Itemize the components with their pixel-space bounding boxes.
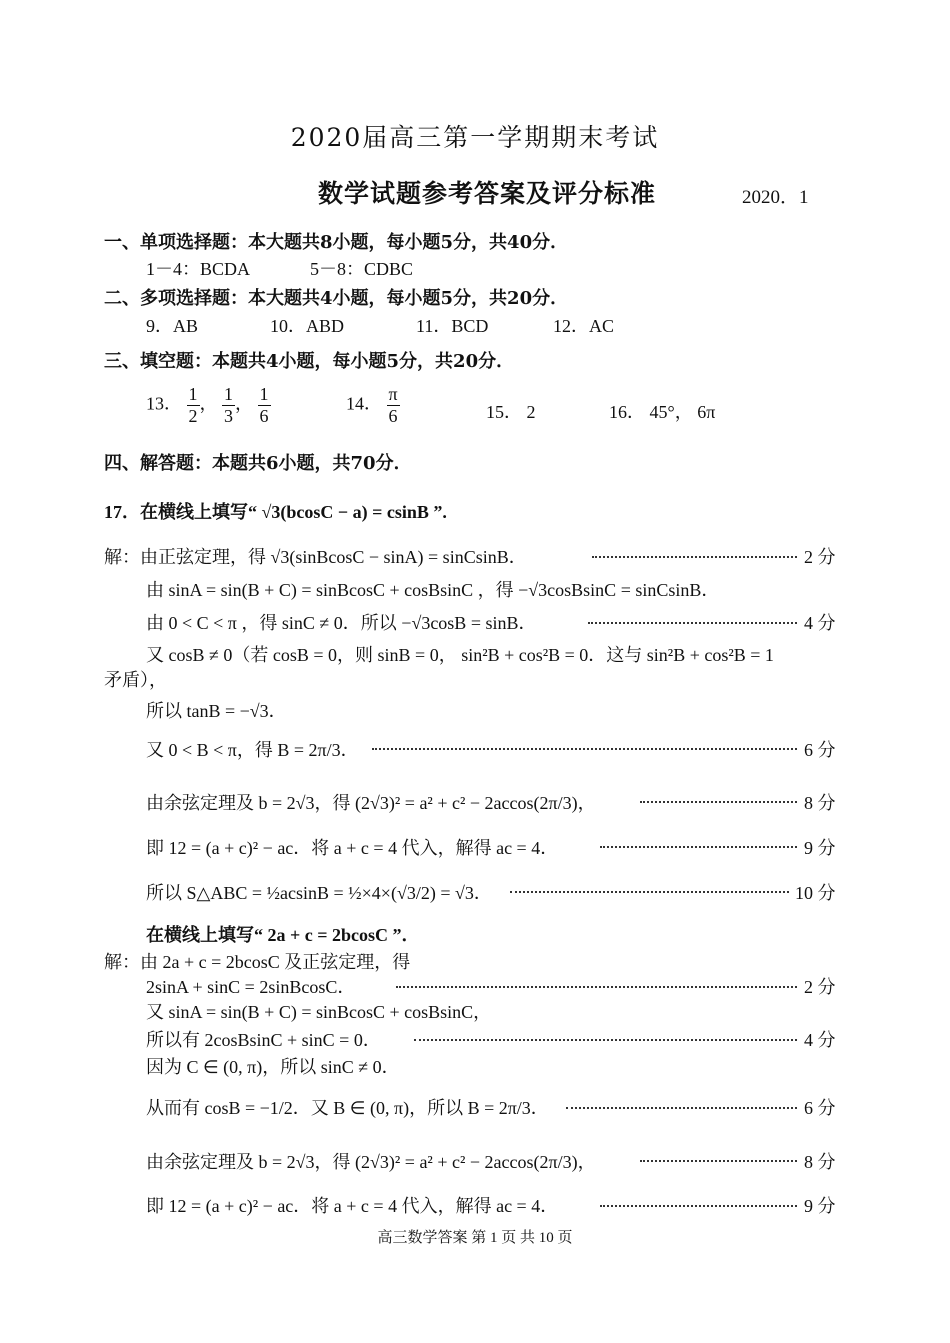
leader-dots bbox=[640, 801, 797, 803]
score-alt-4: 4 分 bbox=[804, 1030, 836, 1050]
alternative-prompt: 在横线上填写“ 2a + c = 2bcosC ”． bbox=[146, 925, 420, 945]
solution-step-4: 又 cosB ≠ 0（若 cosB = 0，则 sinB = 0， sin²B + cos²B = 0．这与 sin²B + cos²B = 1 bbox=[146, 645, 774, 665]
solution-step-5: 所以 tanB = −√3． bbox=[146, 701, 287, 721]
solution-step-9: 所以 S△ABC = ½acsinB = ½×4×(√3/2) = √3． bbox=[146, 883, 492, 903]
alt-step-2: 2sinA + sinC = 2sinBcosC． bbox=[146, 977, 356, 997]
leader-dots bbox=[396, 986, 797, 988]
q14-label: 14． bbox=[346, 393, 382, 414]
leader-dots bbox=[600, 1205, 797, 1207]
answer-13: 13． $\frac{1}{2}$ ， $\frac{1}{3}$ ， $\frac{1}{6}$ bbox=[146, 384, 269, 426]
alt-step-6: 从而有 cosB = −1/2．又 B ∈ (0, π)，所以 B = 2π/3． bbox=[146, 1098, 549, 1118]
alt-step-8: 即 12 = (a + c)² − ac．将 a + c = 4 代入，解得 ac = 4． bbox=[146, 1196, 559, 1216]
alt-step-1: 解：由 2a + c = 2bcosC 及正弦定理，得 bbox=[104, 952, 411, 972]
leader-dots bbox=[566, 1107, 797, 1109]
alt-step-3: 又 sinA = sin(B + C) = sinBcosC + cosBsinC， bbox=[146, 1002, 492, 1022]
answer-14 bbox=[346, 384, 400, 426]
solution-step-7: 由余弦定理及 b = 2√3，得 (2√3)² = a² + c² − 2accos(2π/3)， bbox=[146, 793, 596, 813]
section-3-heading: 三、填空题：本题共4小题，每小题5分，共20分． bbox=[104, 351, 515, 372]
page-footer: 高三数学答案 第 1 页 共 10 页 bbox=[377, 1230, 573, 1246]
answer-11: 11．BCD bbox=[416, 316, 489, 336]
score-step-1: 2 分 bbox=[804, 547, 836, 567]
solution-step-2: 由 sinA = sin(B + C) = sinBcosC + cosBsinC ，得 −√3cosBsinC = sinCsinB． bbox=[146, 580, 720, 600]
score-alt-8: 9 分 bbox=[804, 1196, 836, 1216]
answer-16: 16． 45°， 6π bbox=[609, 402, 716, 422]
score-step-8: 9 分 bbox=[804, 838, 836, 858]
answer-10: 10．ABD bbox=[270, 316, 345, 336]
score-step-9: 10 分 bbox=[795, 883, 836, 903]
leader-dots bbox=[592, 556, 797, 558]
alt-step-7: 由余弦定理及 b = 2√3，得 (2√3)² = a² + c² − 2accos(2π/3)， bbox=[146, 1152, 596, 1172]
document-date: 2020．1 bbox=[742, 187, 809, 208]
score-alt-2: 2 分 bbox=[804, 977, 836, 997]
section-2-heading: 二、多项选择题：本大题共4小题，每小题5分，共20分． bbox=[104, 288, 569, 309]
solution-step-6: 又 0 < B < π，得 B = 2π/3． bbox=[146, 740, 359, 760]
q13-fraction-3: $\frac{1}{6}$ bbox=[259, 384, 269, 426]
q13-label: 13． bbox=[146, 393, 182, 414]
document-title: 数学试题参考答案及评分标准 bbox=[318, 179, 657, 208]
section-4-heading: 四、解答题：本题共6小题，共70分． bbox=[104, 453, 412, 474]
answer-9: 9．AB bbox=[146, 316, 199, 336]
solution-step-3: 由 0 < C < π ，得 sinC ≠ 0．所以 −√3cosB = sinB． bbox=[146, 613, 537, 633]
leader-dots bbox=[372, 748, 797, 750]
solution-step-1: 解：由正弦定理，得 √3(sinBcosC − sinA) = sinCsinB． bbox=[104, 547, 527, 567]
answer-15: 15． 2 bbox=[486, 402, 536, 422]
leader-dots bbox=[414, 1039, 797, 1041]
alt-step-4: 所以有 2cosBsinC + sinC = 0． bbox=[146, 1030, 381, 1050]
score-step-3: 4 分 bbox=[804, 613, 836, 633]
leader-dots bbox=[640, 1160, 797, 1162]
alt-step-5: 因为 C ∈ (0, π)，所以 sinC ≠ 0． bbox=[146, 1057, 400, 1077]
solution-step-4-cont: 矛盾）， bbox=[104, 670, 167, 690]
question-17-prompt: 17．在横线上填写“ √3(bcosC − a) = csinB ”. bbox=[104, 502, 447, 522]
score-alt-7: 8 分 bbox=[804, 1152, 836, 1172]
exam-title: 2020届高三第一学期期末考试 bbox=[290, 123, 660, 152]
answers-5-8: 5－8：CDBC bbox=[310, 259, 414, 279]
q14-fraction: $\frac{\pi}{6}$ bbox=[388, 384, 398, 426]
q13-fraction-1: $\frac{1}{2}$ bbox=[188, 384, 198, 426]
q13-fraction-2: $\frac{1}{3}$ bbox=[224, 384, 233, 426]
score-step-7: 8 分 bbox=[804, 793, 836, 813]
section-1-heading: 一、单项选择题：本大题共8小题，每小题5分，共40分． bbox=[104, 232, 569, 253]
leader-dots bbox=[510, 891, 789, 893]
leader-dots bbox=[600, 846, 797, 848]
solution-step-8: 即 12 = (a + c)² − ac．将 a + c = 4 代入，解得 ac = 4． bbox=[146, 838, 559, 858]
answers-1-4: 1－4：BCDA bbox=[146, 259, 251, 279]
score-alt-6: 6 分 bbox=[804, 1098, 836, 1118]
answer-12: 12．AC bbox=[553, 316, 615, 336]
score-step-6: 6 分 bbox=[804, 740, 836, 760]
leader-dots bbox=[588, 622, 797, 624]
